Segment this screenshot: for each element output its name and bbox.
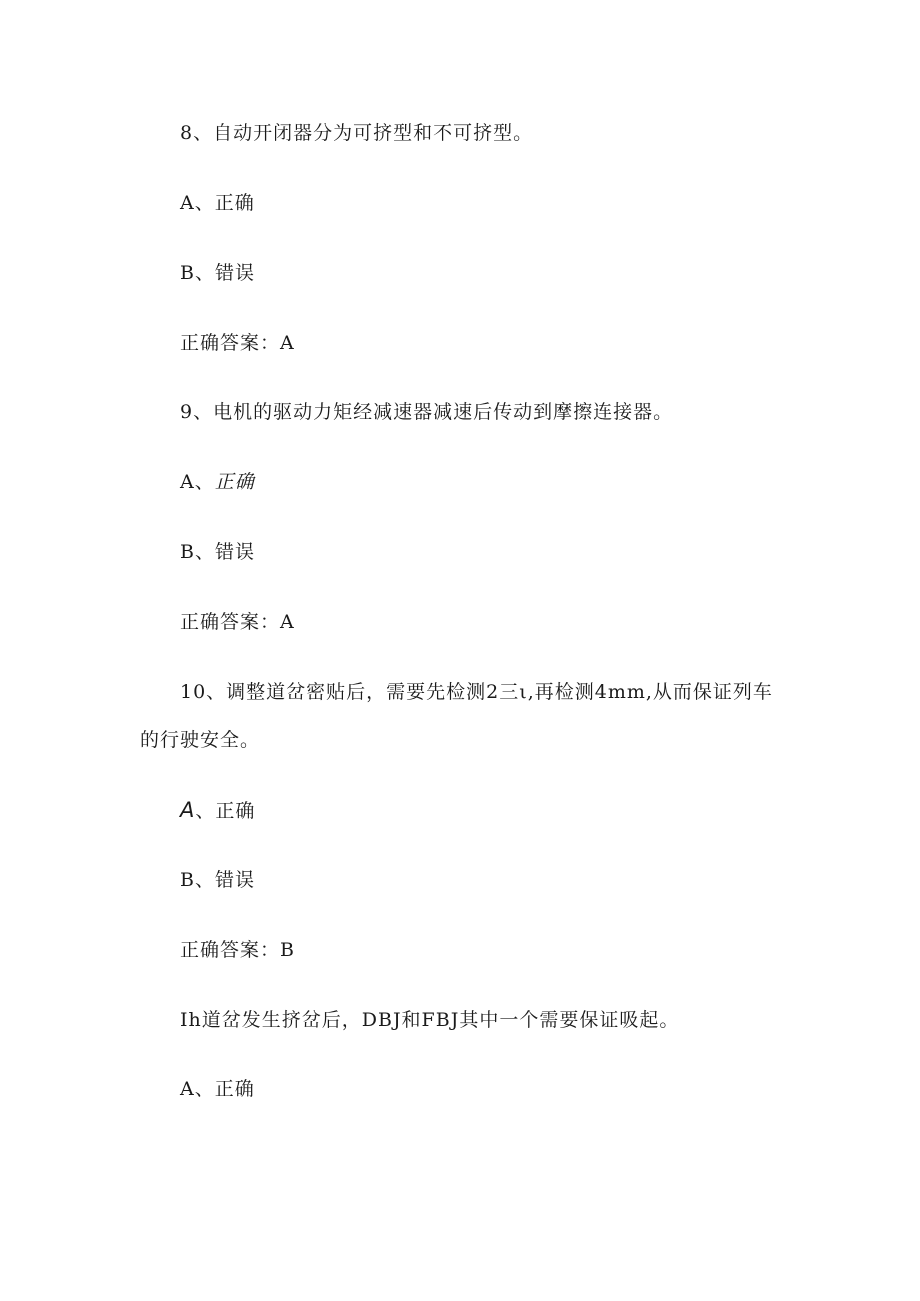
question-8-answer: 正确答案：A <box>180 332 295 354</box>
question-11-option-a: A、正确 <box>180 1078 255 1100</box>
question-10-option-a-prefix: A <box>180 798 196 822</box>
question-11-stem: Ih道岔发生挤岔后，DBJ和FBJ其中一个需要保证吸起。 <box>180 1009 680 1031</box>
question-10-option-b: B、错误 <box>180 869 255 891</box>
question-9-stem: 9、电机的驱动力矩经减速器减速后传动到摩擦连接器。 <box>180 401 674 423</box>
question-9-option-a-prefix: A、 <box>180 471 215 493</box>
question-8-option-a: A、正确 <box>180 192 255 214</box>
question-8-stem: 8、自动开闭器分为可挤型和不可挤型。 <box>180 122 534 144</box>
question-10-stem-line2: 的行驶安全。 <box>140 729 261 751</box>
question-9-answer: 正确答案：A <box>180 611 295 633</box>
question-9-option-a-text: 正确 <box>214 471 255 493</box>
question-10-answer: 正确答案：B <box>180 939 295 961</box>
question-8-option-b: B、错误 <box>180 262 255 284</box>
question-10-stem-line1: 10、调整道岔密贴后，需要先检测2三ι,再检测4mm,从而保证列车 <box>180 681 773 703</box>
question-10-option-a-text: 、正确 <box>195 800 256 822</box>
question-9-option-b: B、错误 <box>180 541 255 563</box>
question-10-option-a <box>180 798 255 823</box>
question-9-option-a <box>180 470 255 494</box>
